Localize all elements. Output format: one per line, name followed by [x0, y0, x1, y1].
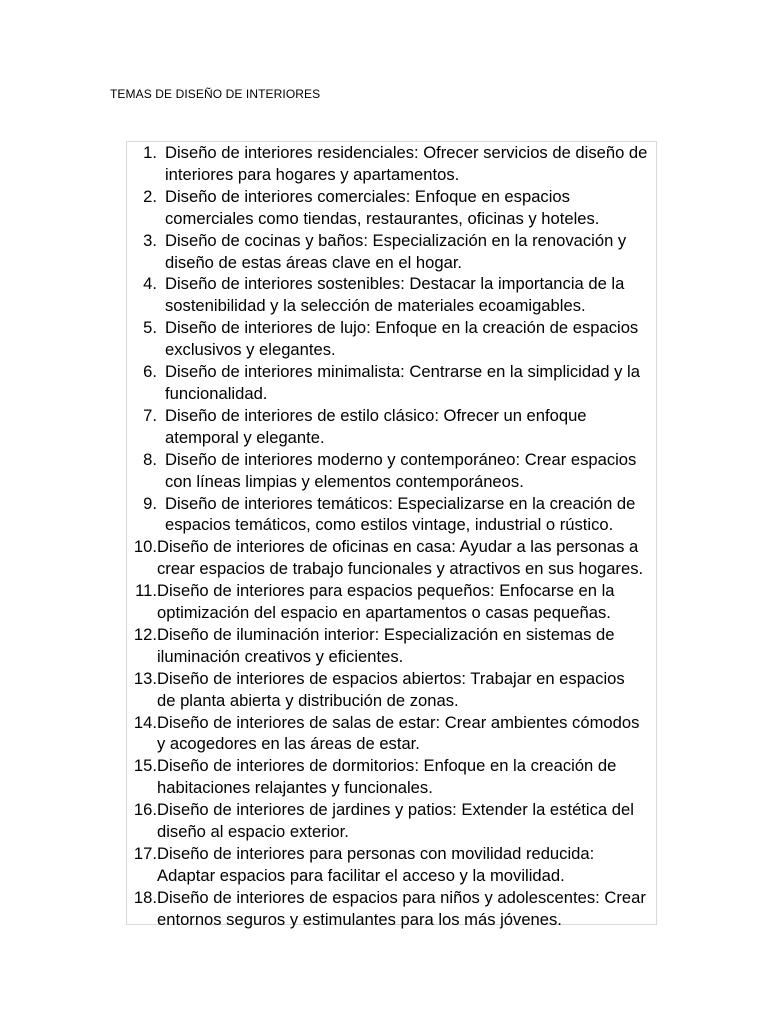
list-item-line: exclusivos y elegantes.	[165, 340, 336, 360]
list-item-line: habitaciones relajantes y funcionales.	[157, 778, 433, 798]
topics-box	[126, 141, 657, 929]
list-item-text	[157, 712, 639, 756]
list-item-line: Diseño de interiores comerciales: Enfoque en espacios	[165, 186, 570, 206]
list-item-text	[157, 843, 594, 887]
list-item-line: Diseño de interiores residenciales: Ofrecer servicios de diseño de	[165, 143, 648, 162]
list-item-number: 4.	[143, 274, 157, 294]
list-item-line: de planta abierta y distribución de zonas.	[157, 690, 459, 710]
list-item-line: Diseño de interiores moderno y contemporáneo: Crear espacios	[165, 449, 637, 469]
list-item-text	[157, 536, 643, 580]
list-item-line: Diseño de interiores de salas de estar: Crear ambientes cómodos	[157, 712, 640, 732]
list-item-line: crear espacios de trabajo funcionales y atractivos en sus hogares.	[157, 559, 644, 579]
list-item-line: Diseño de interiores de jardines y patios: Extender la estética del	[157, 800, 634, 820]
list-item-line: Diseño de interiores sostenibles: Destacar la importancia de la	[165, 274, 625, 294]
list-item	[131, 843, 659, 887]
list-item-text	[157, 580, 615, 624]
list-item-number: 10.	[133, 537, 157, 557]
list-item	[131, 712, 659, 756]
list-item-text	[165, 361, 640, 405]
list-item-line: Diseño de cocinas y baños: Especialización en la renovación y	[165, 230, 627, 250]
list-item-text	[157, 668, 625, 712]
list-item-number: 5.	[143, 318, 157, 338]
list-item-text	[165, 273, 624, 317]
list-item	[131, 449, 659, 493]
list-item-line: iluminación creativos y eficientes.	[157, 646, 404, 666]
list-item-text	[165, 230, 626, 274]
list-item-line: interiores para hogares y apartamentos.	[165, 164, 460, 184]
page-title: TEMAS DE DISEÑO DE INTERIORES	[110, 87, 321, 101]
list-item-line: espacios temáticos, como estilos vintage, industrial o rústico.	[165, 515, 614, 535]
list-item	[131, 887, 659, 931]
list-item-line: Diseño de interiores minimalista: Centrarse en la simplicidad y la	[165, 362, 640, 382]
list-item-number: 12.	[133, 624, 157, 644]
list-item-line: Diseño de interiores para personas con movilidad reducida:	[157, 844, 595, 863]
list-item	[131, 580, 659, 624]
list-item	[131, 317, 659, 361]
list-item	[131, 493, 659, 537]
list-item-line: Diseño de interiores de espacios para niños y adolescentes: Crear	[157, 887, 646, 907]
list-item	[131, 186, 659, 230]
list-item-number: 11.	[135, 581, 157, 601]
list-item-number: 14.	[133, 712, 157, 732]
list-item	[131, 273, 659, 317]
list-item-line: atemporal y elegante.	[165, 427, 325, 447]
list-item	[131, 142, 659, 186]
list-item-number: 18.	[133, 887, 157, 907]
list-item-line: Diseño de interiores temáticos: Especializarse en la creación de	[165, 493, 636, 513]
list-item-line: Adaptar espacios para facilitar el acceso y la movilidad.	[157, 865, 565, 885]
list-item-text	[165, 142, 647, 186]
list-item-number: 17.	[133, 844, 157, 863]
list-item	[131, 536, 659, 580]
list-item-text	[157, 799, 634, 843]
list-item-text	[157, 624, 614, 668]
list-item-line: funcionalidad.	[165, 383, 268, 403]
list-item-line: optimización del espacio en apartamentos o casas pequeñas.	[157, 603, 611, 623]
list-item-line: Diseño de interiores de oficinas en casa: Ayudar a las personas a	[157, 537, 639, 557]
list-item-text	[165, 449, 636, 493]
list-item-number: 7.	[143, 405, 157, 425]
list-item-number: 3.	[143, 230, 157, 250]
list-item-line: sostenibilidad y la selección de materiales ecoamigables.	[165, 296, 586, 316]
list-item-number: 1.	[143, 143, 157, 162]
list-item	[131, 405, 659, 449]
list-item-text	[157, 755, 616, 799]
list-item-line: Diseño de interiores de estilo clásico: Ofrecer un enfoque	[165, 405, 587, 425]
list-item-line: con líneas limpias y elementos contemporáneos.	[165, 471, 524, 491]
list-item-line: diseño de estas áreas clave en el hogar.	[165, 252, 463, 272]
list-item-number: 15.	[133, 756, 157, 776]
list-item-number: 16.	[133, 800, 157, 820]
list-item	[131, 755, 659, 799]
list-item-number: 2.	[143, 186, 157, 206]
list-item-line: y acogedores en las áreas de estar.	[157, 734, 420, 754]
list-item-line: diseño al espacio exterior.	[157, 822, 349, 842]
list-item-text	[165, 317, 638, 361]
list-item	[131, 668, 659, 712]
list-item-line: Diseño de interiores para espacios pequeños: Enfocarse en la	[157, 581, 615, 601]
list-item-number: 13.	[133, 668, 157, 688]
list-item-number: 6.	[143, 362, 157, 382]
list-item-line: Diseño de interiores de espacios abiertos: Trabajar en espacios	[157, 668, 625, 688]
list-item-text	[165, 493, 635, 537]
list-item	[131, 361, 659, 405]
list-item-number: 9.	[143, 493, 157, 513]
list-item-text	[157, 887, 646, 931]
list-item-line: Diseño de interiores de dormitorios: Enfoque en la creación de	[157, 756, 617, 776]
list-item-line: comerciales como tiendas, restaurantes, oficinas y hoteles.	[165, 208, 600, 228]
topics-list	[131, 142, 659, 931]
list-item-number: 8.	[143, 449, 157, 469]
list-item-line: Diseño de interiores de lujo: Enfoque en la creación de espacios	[165, 318, 639, 338]
list-item-text	[165, 186, 599, 230]
list-item	[131, 799, 659, 843]
list-item	[131, 624, 659, 668]
list-item-line: entornos seguros y estimulantes para los más jóvenes.	[157, 909, 562, 929]
list-item-line: Diseño de iluminación interior: Especialización en sistemas de	[157, 624, 615, 644]
list-item-text	[165, 405, 587, 449]
list-item	[131, 230, 659, 274]
